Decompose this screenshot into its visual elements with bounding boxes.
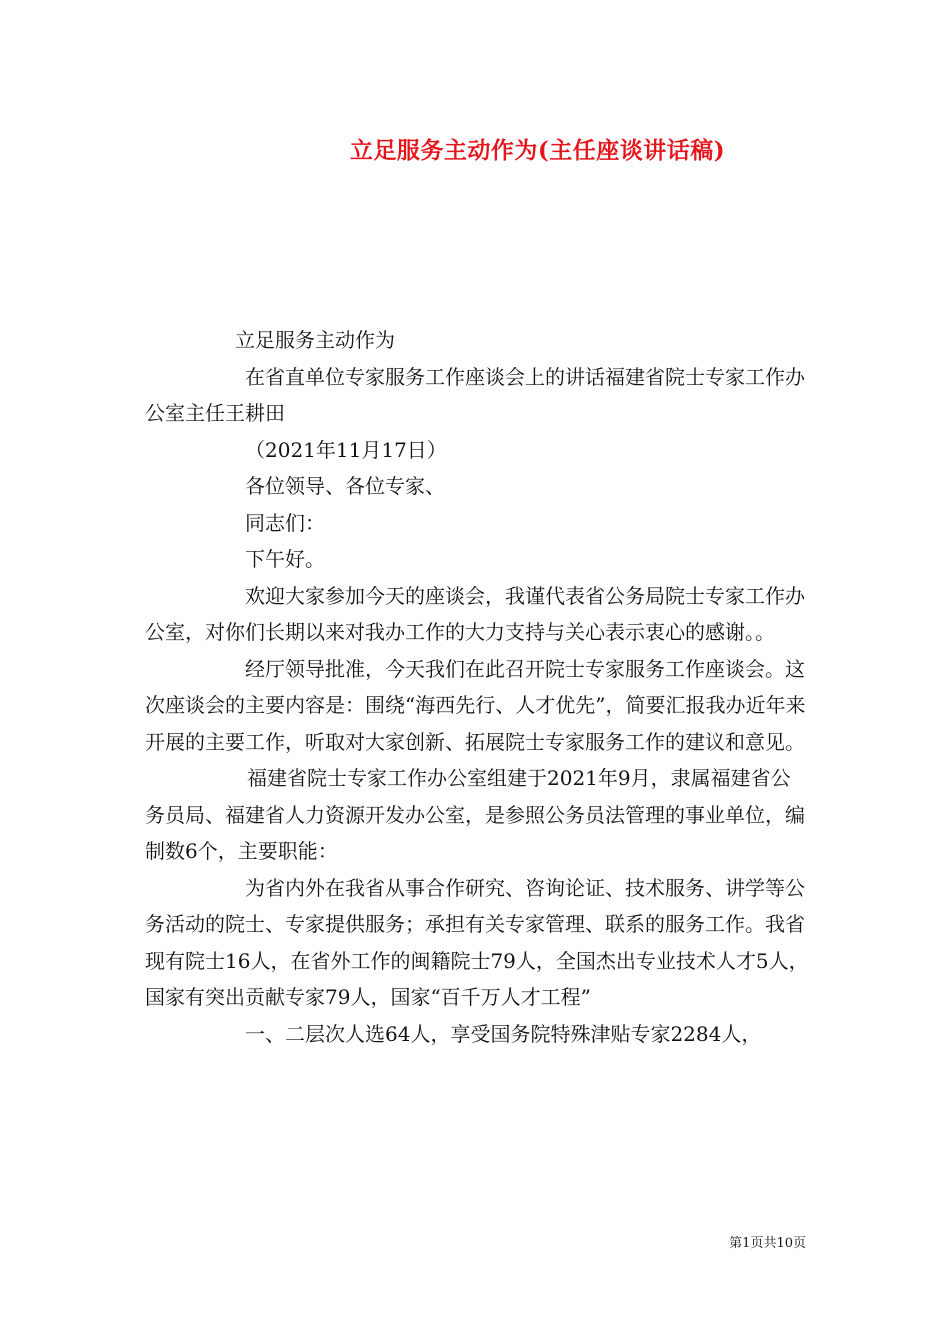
paragraph-greeting: 下午好。 — [245, 547, 325, 571]
paragraph-date: （2021年11月17日） — [245, 437, 447, 462]
paragraph-duties: 为省内外在我省从事合作研究、咨询论证、技术服务、讲学等公务活动的院士、专家提供服务；承担有关专家管理、联系的服务工作。我省现有院士16人，在省外工作的闽籍院士79人，全国杰出专业技术人才5人，国家有突出贡献专家79人，国家“百千万人才工程” — [145, 875, 809, 1009]
paragraph-levels: 一、二层次人选64人，享受国务院特殊津贴专家2284人， — [245, 1021, 762, 1046]
paragraph-office-intro: 福建省院士专家工作办公室组建于2021年9月，隶属福建省公务员局、福建省人力资源开发办公室，是参照公务员法管理的事业单位，编制数6个，主要职能： — [145, 766, 805, 863]
paragraph-salutation: 各位领导、各位专家、 — [245, 474, 445, 498]
paragraph-subtitle: 立足服务主动作为 — [235, 328, 395, 352]
page-number: 第1页共10页 — [729, 1236, 806, 1251]
paragraph-purpose: 经厅领导批准，今天我们在此召开院士专家服务工作座谈会。这次座谈会的主要内容是：围绕“海西先行、人才优先”，简要汇报我办近年来开展的主要工作，听取对大家创新、拓展院士专家服务工作的建议和意见。 — [145, 656, 806, 754]
document-body — [145, 322, 810, 1052]
paragraph-occasion: 在省直单位专家服务工作座谈会上的讲话福建省院士专家工作办公室主任王耕田 — [145, 364, 805, 425]
document-title: 立足服务主动作为(主任座谈讲话稿) — [349, 137, 726, 164]
paragraph-salutation-2: 同志们： — [245, 510, 325, 535]
paragraph-welcome: 欢迎大家参加今天的座谈会，我谨代表省公务局院士专家工作办公室，对你们长期以来对我办工作的大力支持与关心表示衷心的感谢。。 — [145, 583, 805, 644]
